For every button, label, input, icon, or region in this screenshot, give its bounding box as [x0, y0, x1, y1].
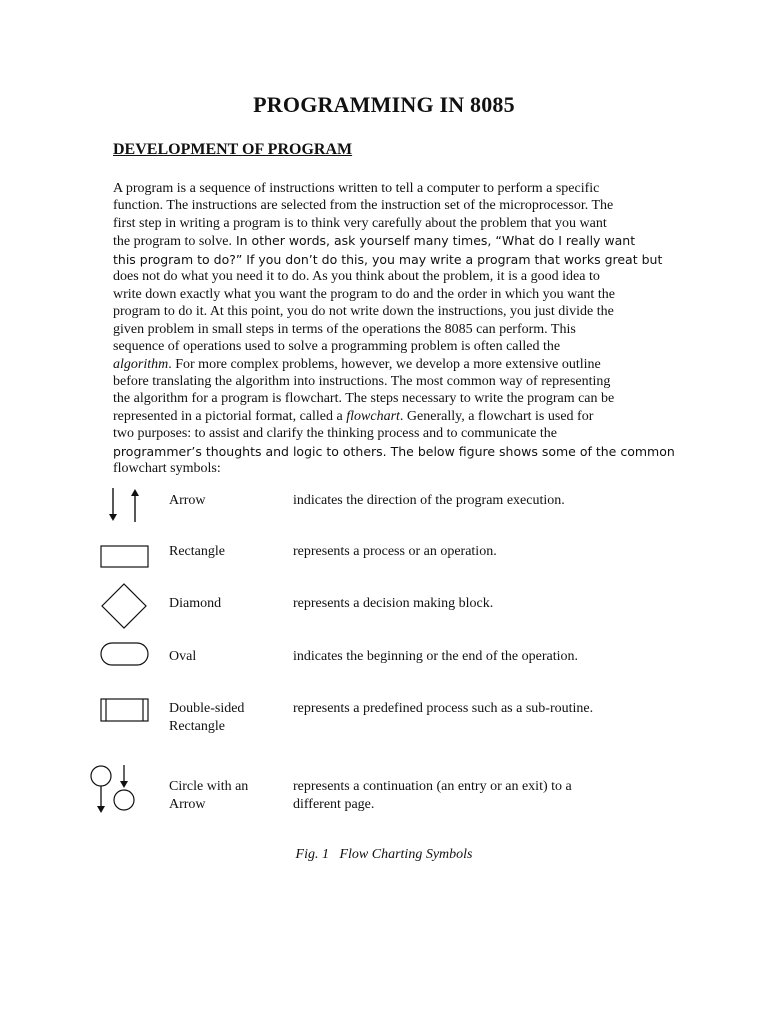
symbol-name-line: Rectangle	[169, 718, 225, 734]
paragraph-line: program to do it. At this point, you do not write down the instructions, you just divide the	[113, 304, 614, 320]
paragraph-line: programmer’s thoughts and logic to others. The below figure shows some of the common	[113, 443, 675, 459]
symbol-description	[293, 778, 663, 813]
paragraph-line	[113, 232, 658, 250]
algorithm-term: algorithm	[113, 356, 169, 372]
symbol-name: Rectangle	[169, 544, 225, 559]
figure-caption	[0, 847, 768, 863]
symbol-name-line: Double-sided	[169, 701, 245, 716]
paragraph-line: A program is a sequence of instructions written to tell a computer to perform a specific	[113, 181, 600, 196]
paragraph-line: function. The instructions are selected from the instruction set of the microprocessor. The	[113, 198, 614, 214]
symbol-description: represents a predefined process such as a sub-routine.	[293, 701, 594, 716]
paragraph-line: the algorithm for a program is flowchart. The steps necessary to write the program can be	[113, 391, 615, 407]
page-title: PROGRAMMING IN 8085	[253, 92, 515, 117]
paragraph-line: write down exactly what you want the program to do and the order in which you want the	[113, 286, 615, 302]
symbol-name: Diamond	[169, 596, 222, 611]
paragraph-line: does not do what you need it to do. As you think about the problem, it is a good idea to	[113, 269, 600, 285]
symbol-description-line: different page.	[293, 796, 375, 812]
paragraph-line	[113, 356, 658, 373]
paragraph-fragment: represented in a pictorial format, called a	[113, 408, 347, 424]
symbol-name	[169, 778, 289, 813]
rectangle-icon	[90, 543, 160, 573]
paragraph-line: sequence of operations used to solve a programming problem is often called the	[113, 339, 561, 355]
paragraph-fragment: In other words, ask yourself many times, “What do I really want	[231, 233, 636, 249]
paragraph-line: this program to do?” If you don’t do this, you may write a program that works great but	[113, 251, 663, 267]
paragraph-line: two purposes: to assist and clarify the thinking process and to communicate the	[113, 426, 558, 442]
figure-label: Fig. 1	[295, 847, 329, 862]
symbol-name-line: Arrow	[169, 796, 206, 812]
section-heading: DEVELOPMENT OF PROGRAM	[113, 141, 353, 158]
symbol-name	[169, 700, 289, 735]
symbol-description: indicates the direction of the program execution.	[293, 493, 565, 508]
paragraph-line: first step in writing a program is to think very carefully about the problem that you want	[113, 215, 607, 231]
circle-with-arrow-icon	[90, 762, 160, 818]
body-paragraph	[113, 180, 675, 478]
flowchart-term: flowchart	[346, 408, 400, 424]
diamond-icon	[90, 582, 160, 630]
symbol-description: represents a decision making block.	[293, 596, 494, 611]
arrow-icon	[90, 486, 160, 526]
symbol-description-line: represents a continuation (an entry or an exit) to a	[293, 779, 572, 794]
symbol-name-line: Circle with an	[169, 779, 249, 794]
double-sided-rectangle-icon	[90, 697, 160, 727]
symbol-description: represents a process or an operation.	[293, 544, 497, 559]
symbol-description: indicates the beginning or the end of the operation.	[293, 649, 578, 664]
symbol-name: Arrow	[169, 493, 206, 508]
oval-icon	[90, 640, 160, 670]
paragraph-line: given problem in small steps in terms of the operations the 8085 can perform. This	[113, 321, 576, 337]
figure-title: Flow Charting Symbols	[339, 847, 473, 862]
paragraph-fragment: . Generally, a flowchart is used for	[399, 408, 594, 424]
paragraph-line	[113, 408, 658, 425]
paragraph-fragment: the program to solve.	[113, 234, 232, 250]
paragraph-fragment: . For more complex problems, however, we develop a more extensive outline	[168, 356, 601, 372]
paragraph-line: flowchart symbols:	[113, 461, 221, 477]
paragraph-line: before translating the algorithm into instructions. The most common way of representing	[113, 373, 611, 389]
symbol-name: Oval	[169, 649, 197, 664]
